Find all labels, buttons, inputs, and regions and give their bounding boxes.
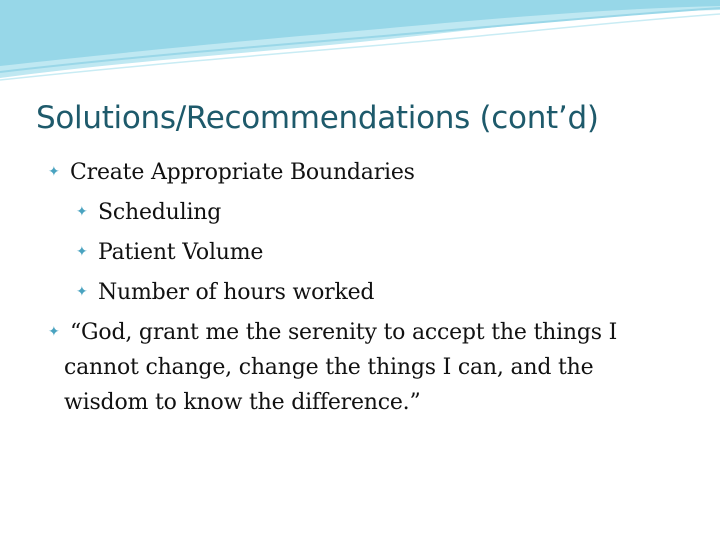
bullet-text: Create Appropriate Boundaries: [70, 160, 415, 185]
slide-title: Solutions/Recommendations (cont’d): [36, 100, 599, 136]
bullet-swirl-icon: ✦: [48, 324, 60, 340]
bullet-swirl-icon: ✦: [76, 284, 88, 300]
sub-bullet-item: [76, 240, 263, 265]
sub-bullet-item: [76, 200, 221, 225]
bullet-item: [48, 160, 415, 185]
bullet-text: Patient Volume: [98, 240, 264, 265]
bullet-swirl-icon: ✦: [48, 164, 60, 180]
quote-bullet: [48, 320, 617, 345]
quote-line-1: “God, grant me the serenity to accept the things I: [70, 320, 618, 345]
header-wave-decoration: [0, 0, 720, 90]
quote-line-3: wisdom to know the difference.”: [64, 390, 421, 415]
bullet-swirl-icon: ✦: [76, 204, 88, 220]
sub-bullet-item: [76, 280, 374, 305]
bullet-text: Number of hours worked: [98, 280, 375, 305]
bullet-text: Scheduling: [98, 200, 222, 225]
quote-line-2: cannot change, change the things I can, and the: [64, 355, 594, 380]
bullet-swirl-icon: ✦: [76, 244, 88, 260]
